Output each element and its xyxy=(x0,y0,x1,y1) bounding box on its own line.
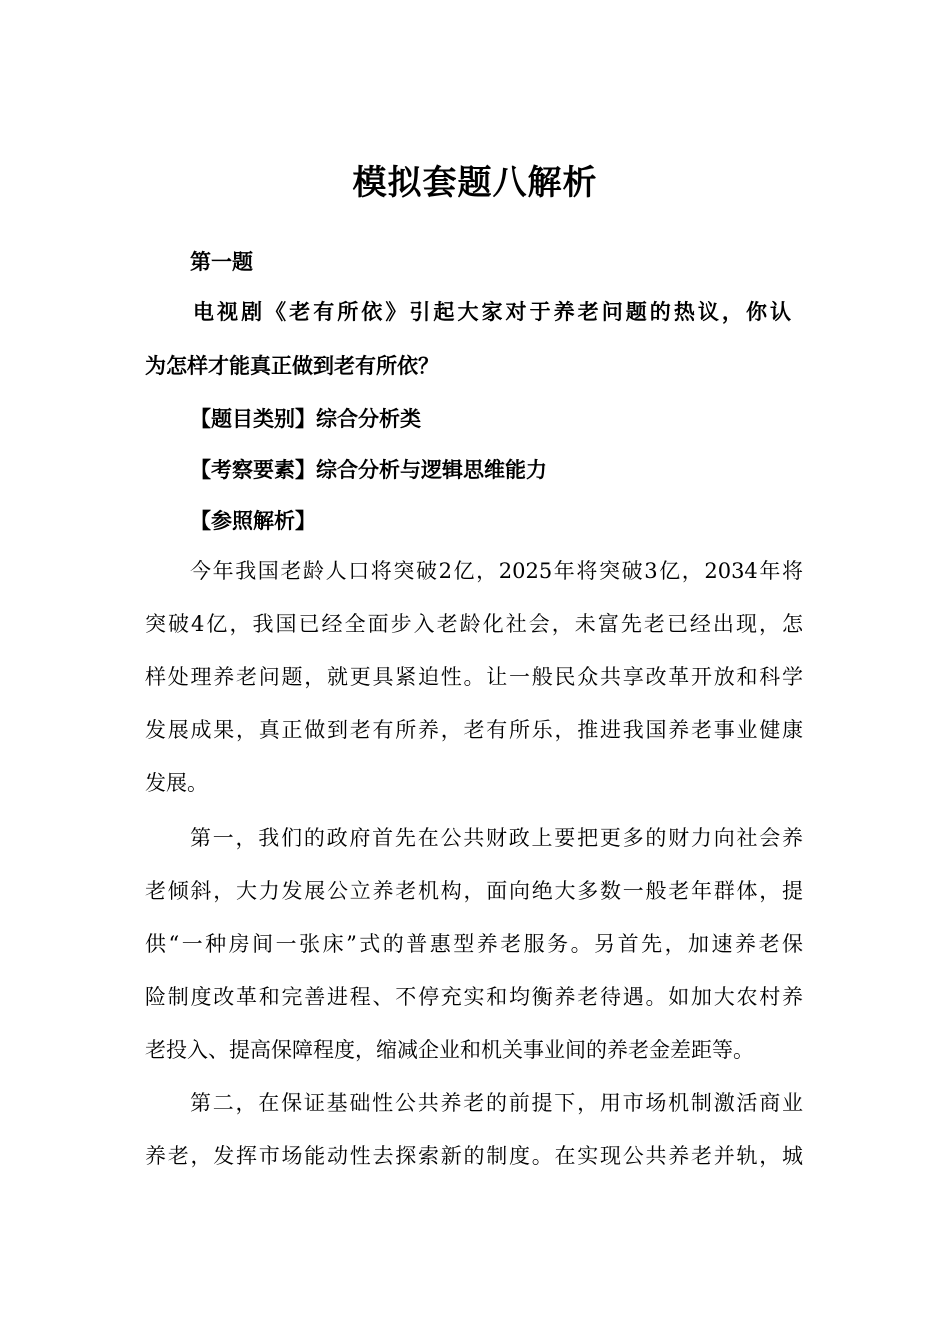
document-title: 模拟套题八解析 xyxy=(352,163,598,203)
paragraph-2-line-5: 老投入、提高保障程度，缩减企业和机关事业间的养老金差距等。 xyxy=(145,1038,754,1062)
paragraph-1-line-1: 今年我国老龄人口将突破2亿，2025年将突破3亿，2034年将 xyxy=(190,559,803,583)
question-heading: 第一题 xyxy=(190,250,253,274)
paragraph-2-line-4: 险制度改革和完善进程、不停充实和均衡养老待遇。如加大农村养 xyxy=(145,985,803,1009)
paragraph-2-line-1: 第一，我们的政府首先在公共财政上要把更多的财力向社会养 xyxy=(190,826,803,850)
paragraph-2-line-3: 供“一种房间一张床”式的普惠型养老服务。另首先，加速养老保 xyxy=(145,932,803,956)
paragraph-1-line-3: 样处理养老问题，就更具紧迫性。让一般民众共享改革开放和科学 xyxy=(145,665,803,689)
assessment-elements: 【考察要素】综合分析与逻辑思维能力 xyxy=(190,458,547,482)
paragraph-3-line-2: 养老，发挥市场能动性去探索新的制度。在实现公共养老并轨，城 xyxy=(145,1144,803,1168)
paragraph-2-line-2: 老倾斜，大力发展公立养老机构，面向绝大多数一般老年群体，提 xyxy=(145,879,803,903)
question-text-line-2: 为怎样才能真正做到老有所依？ xyxy=(145,354,439,378)
paragraph-3-line-1: 第二，在保证基础性公共养老的前提下，用市场机制激活商业 xyxy=(190,1091,803,1115)
paragraph-1-line-2: 突破4亿，我国已经全面步入老龄化社会，未富先老已经出现，怎 xyxy=(145,612,803,636)
paragraph-1-line-5: 发展。 xyxy=(145,771,208,795)
paragraph-1-line-4: 发展成果，真正做到老有所养，老有所乐，推进我国养老事业健康 xyxy=(145,718,803,742)
question-category: 【题目类别】综合分析类 xyxy=(190,407,421,431)
reference-heading: 【参照解析】 xyxy=(190,509,316,533)
question-text-line-1: 电视剧《老有所依》引起大家对于养老问题的热议，你认 xyxy=(193,300,791,324)
